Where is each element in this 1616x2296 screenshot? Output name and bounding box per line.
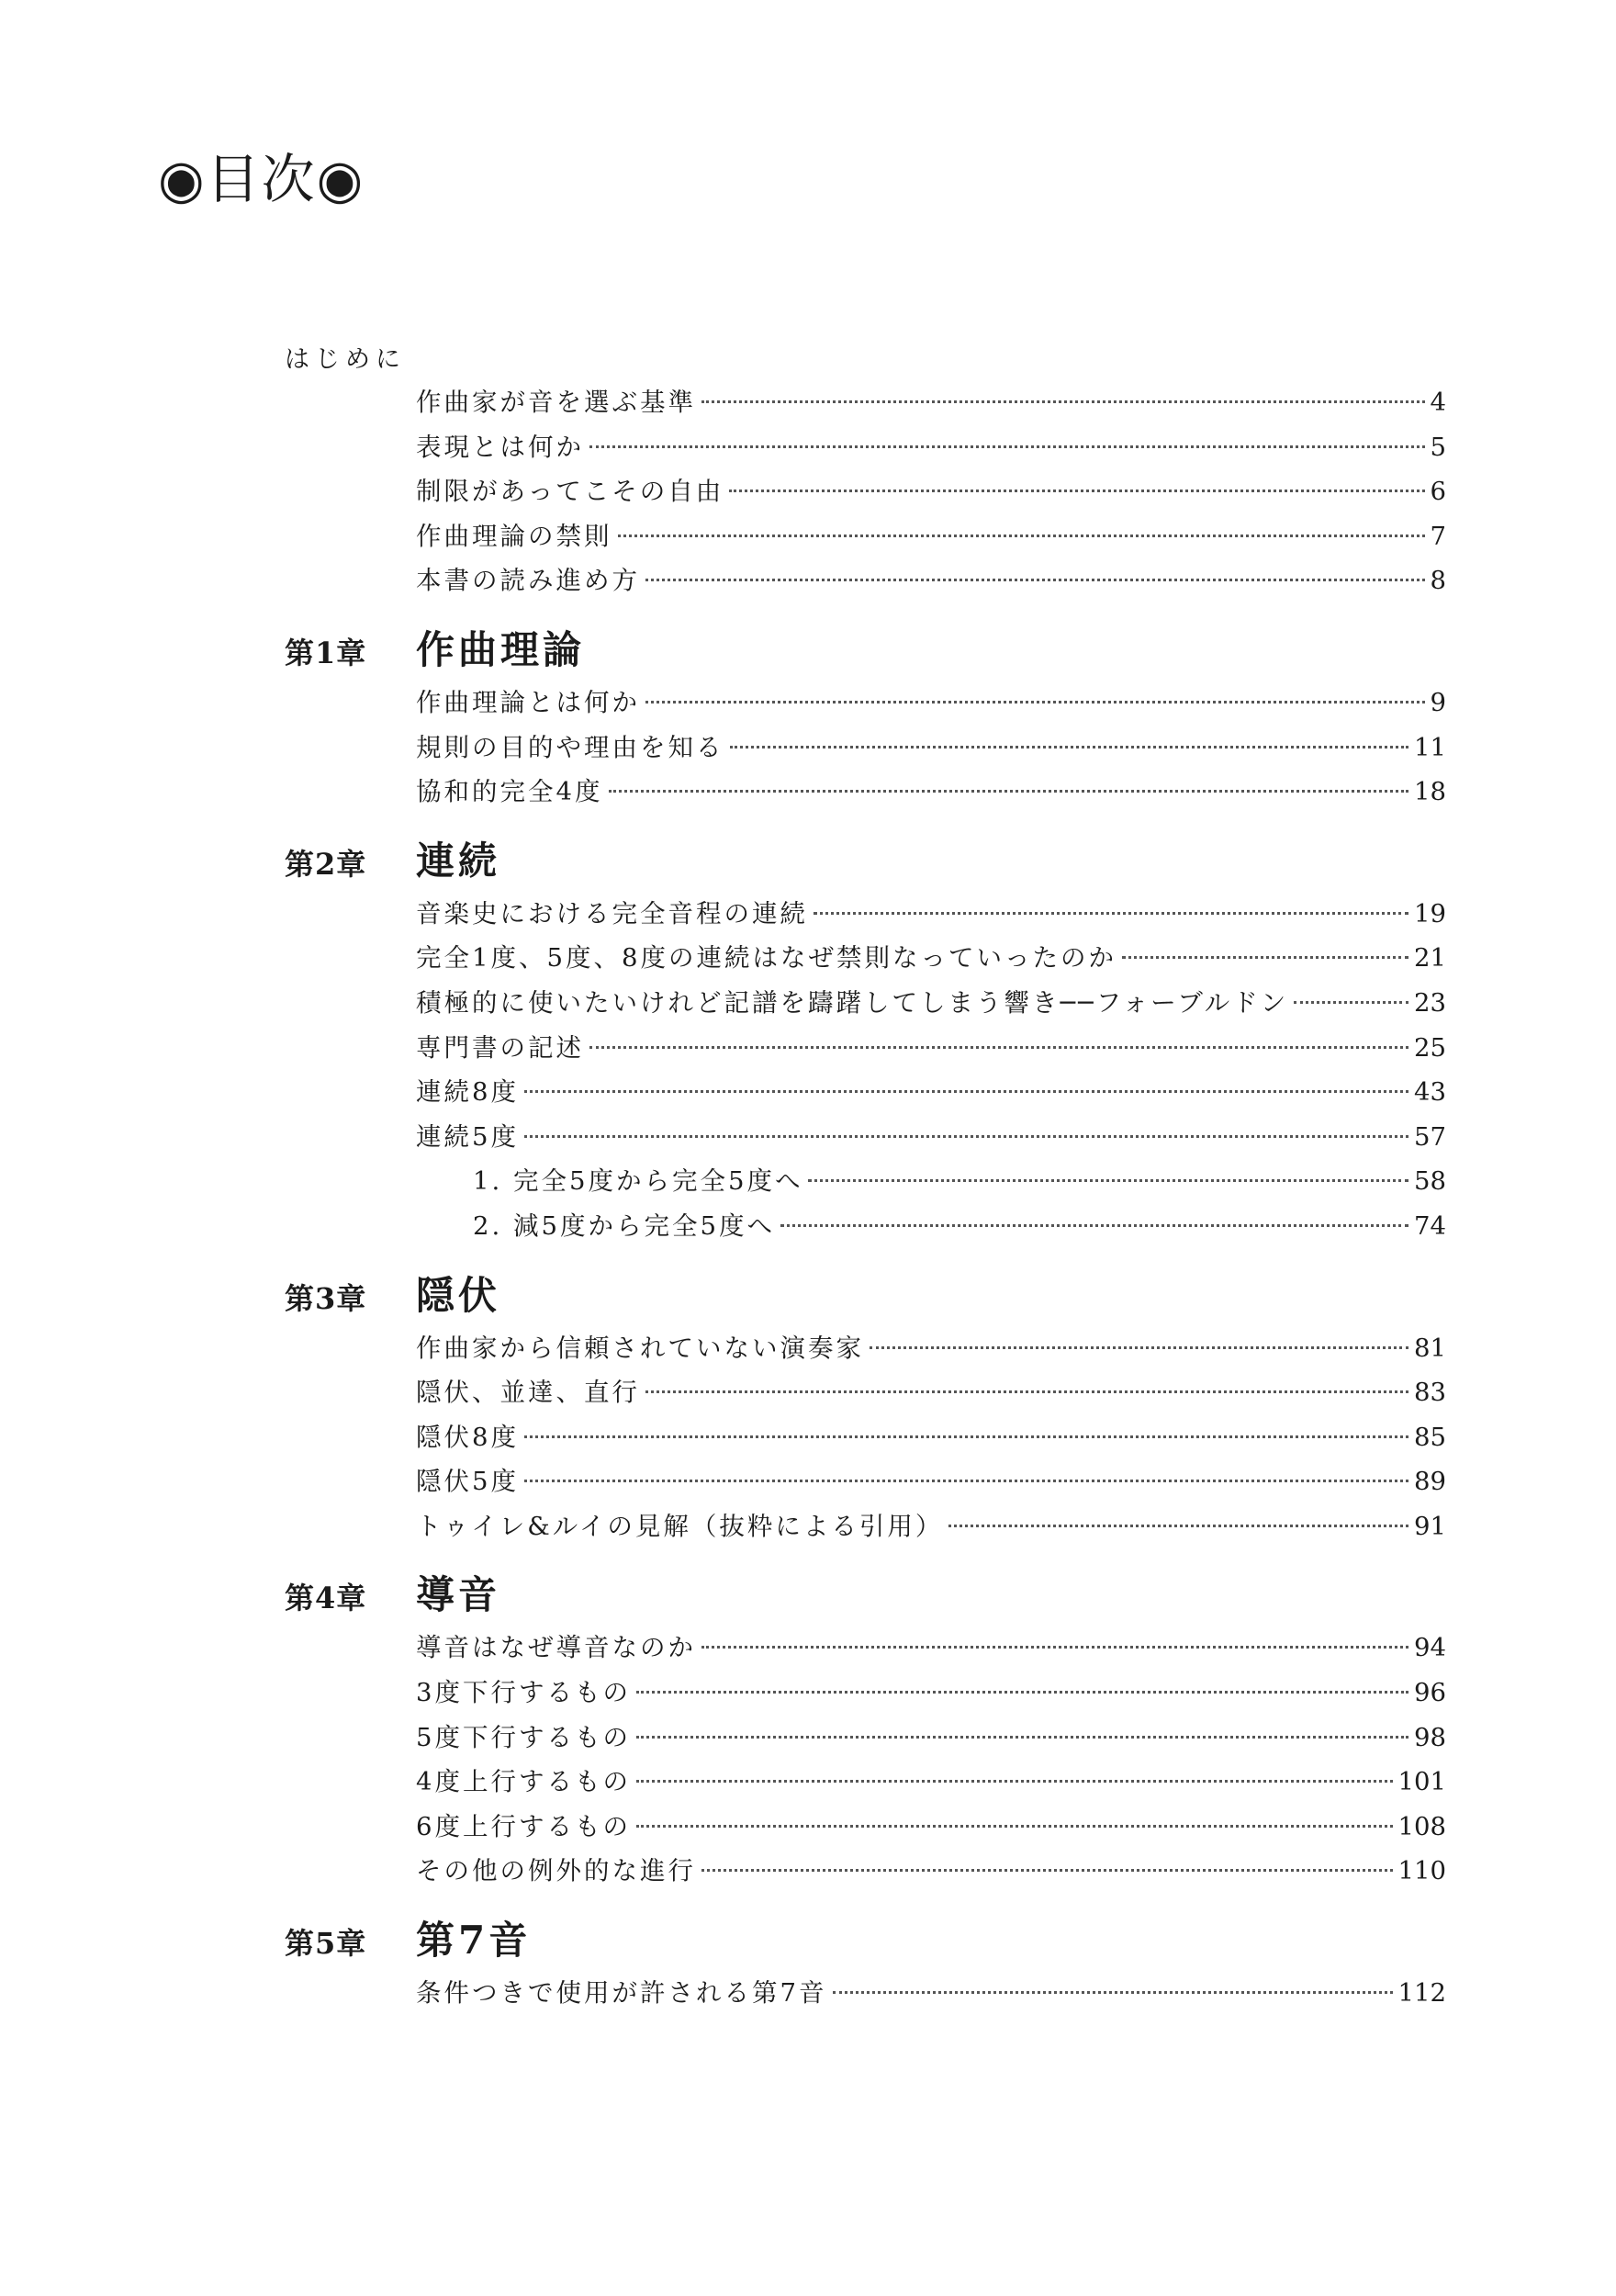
toc-entry-page: 74: [1414, 1210, 1446, 1241]
toc-entry[interactable]: [416, 1415, 1446, 1460]
toc-entry[interactable]: [416, 892, 1446, 937]
dot-leader: [524, 1479, 1408, 1482]
toc-entry-label: その他の例外的な進行: [416, 1856, 696, 1886]
toc-entry[interactable]: [416, 469, 1446, 514]
toc-entry-page: 43: [1414, 1077, 1446, 1108]
toc-entry-label: 作曲理論とは何か: [416, 687, 640, 717]
toc-entry-page: 91: [1414, 1511, 1446, 1541]
chapter-heading[interactable]: [285, 833, 1446, 890]
table-of-contents: [285, 340, 1446, 2016]
toc-entry-label: 隠伏8度: [416, 1422, 519, 1452]
toc-entry[interactable]: [416, 681, 1446, 726]
toc-entry-label: 完全1度、5度、8度の連続はなぜ禁則なっていったのか: [416, 943, 1117, 974]
dot-leader: [701, 400, 1425, 403]
toc-entry[interactable]: [416, 981, 1446, 1026]
dot-leader: [636, 1735, 1408, 1739]
toc-entry-page: 9: [1430, 687, 1446, 717]
dot-leader: [524, 1435, 1408, 1438]
toc-entry[interactable]: [416, 726, 1446, 771]
dot-leader: [948, 1524, 1408, 1527]
toc-entry[interactable]: [416, 1849, 1446, 1894]
toc-entry[interactable]: [416, 1760, 1446, 1805]
toc-entry-label: 協和的完全4度: [416, 777, 603, 807]
dot-leader: [589, 1045, 1408, 1049]
toc-entry[interactable]: [416, 1626, 1446, 1671]
toc-entry-label: 隠伏、並達、直行: [416, 1378, 640, 1408]
intro-label: はじめに: [285, 345, 406, 374]
dot-leader: [1294, 1000, 1408, 1004]
toc-entry-label: 規則の目的や理由を知る: [416, 732, 724, 762]
toc-entry[interactable]: [416, 1671, 1446, 1716]
toc-entry-label: 2. 減5度から完全5度へ: [473, 1210, 775, 1241]
toc-entry[interactable]: [416, 425, 1446, 470]
dot-leader: [701, 1868, 1393, 1872]
toc-subentry[interactable]: [416, 1204, 1446, 1249]
toc-entry-page: 112: [1397, 1978, 1446, 2009]
toc-entry-page: 83: [1414, 1378, 1446, 1408]
dot-leader: [618, 534, 1425, 537]
toc-entry-label: 作曲家から信頼されていない演奏家: [416, 1333, 864, 1363]
toc-entry-label: 4度上行するもの: [416, 1767, 631, 1797]
intro-entries: [285, 380, 1446, 603]
dot-leader: [589, 445, 1425, 448]
toc-entry[interactable]: [416, 1805, 1446, 1850]
toc-entry-label: 専門書の記述: [416, 1032, 584, 1063]
toc-entry-label: 作曲理論の禁則: [416, 521, 612, 551]
toc-entry-page: 19: [1414, 898, 1446, 929]
toc-entry-label: 3度下行するもの: [416, 1678, 631, 1708]
toc-entry-label: 5度下行するもの: [416, 1722, 631, 1752]
dot-leader: [636, 1779, 1393, 1783]
toc-entry-label: 導音はなぜ導音なのか: [416, 1633, 696, 1663]
toc-entry-page: 8: [1430, 566, 1446, 596]
chapter-heading[interactable]: [285, 1267, 1446, 1324]
toc-entry-page: 98: [1414, 1722, 1446, 1752]
toc-entry[interactable]: [416, 558, 1446, 603]
chapter-entries: [285, 1971, 1446, 2016]
toc-entry-page: 7: [1430, 521, 1446, 551]
toc-entry-page: 110: [1397, 1856, 1446, 1886]
toc-entry-label: トゥイレ&ルイの見解（抜粋による引用）: [416, 1511, 944, 1541]
dot-leader: [524, 1089, 1408, 1093]
toc-entry-label: 条件つきで使用が許される第7音: [416, 1978, 827, 2009]
toc-entry-page: 101: [1397, 1767, 1446, 1797]
chapter-heading[interactable]: [285, 1912, 1446, 1969]
toc-entry-page: 89: [1414, 1467, 1446, 1497]
toc-entry-page: 108: [1397, 1811, 1446, 1841]
toc-entry-page: 6: [1430, 477, 1446, 507]
toc-entry[interactable]: [416, 1459, 1446, 1504]
page-title: ◉目次◉: [158, 148, 365, 210]
toc-entry[interactable]: [416, 1716, 1446, 1761]
toc-entry-page: 23: [1414, 987, 1446, 1018]
chapter-section: [285, 833, 1446, 1249]
toc-entry-page: 21: [1414, 943, 1446, 974]
chapter-entries: [285, 1626, 1446, 1894]
toc-entry-page: 94: [1414, 1633, 1446, 1663]
chapter-section: [285, 1912, 1446, 2016]
chapter-title: 第7音: [416, 1918, 532, 1964]
dot-leader: [833, 1990, 1393, 1994]
dot-leader: [808, 1178, 1408, 1182]
dot-leader: [814, 911, 1408, 915]
toc-entry-label: 隠伏5度: [416, 1467, 519, 1497]
toc-entry-page: 57: [1414, 1121, 1446, 1152]
toc-entry-label: 連続8度: [416, 1077, 519, 1108]
toc-entry-page: 11: [1414, 732, 1446, 762]
toc-entry[interactable]: [416, 1971, 1446, 2016]
toc-entry-page: 4: [1430, 388, 1446, 417]
toc-entry-page: 25: [1414, 1032, 1446, 1063]
chapter-number: 第5章: [285, 1926, 367, 1962]
toc-entry-page: 5: [1430, 432, 1446, 462]
dot-leader: [1122, 955, 1408, 959]
dot-leader: [645, 1390, 1408, 1393]
toc-entry[interactable]: [416, 1504, 1446, 1549]
dot-leader: [870, 1345, 1408, 1349]
dot-leader: [730, 745, 1409, 748]
chapter-number: 第4章: [285, 1581, 367, 1616]
toc-entry-page: 85: [1414, 1422, 1446, 1452]
toc-entry-label: 表現とは何か: [416, 432, 584, 462]
chapter-number: 第3章: [285, 1280, 367, 1316]
chapter-section: [285, 622, 1446, 815]
dot-leader: [701, 1645, 1408, 1649]
dot-leader: [729, 489, 1424, 492]
chapter-heading[interactable]: [285, 622, 1446, 679]
dot-leader: [645, 700, 1425, 703]
toc-entry-page: 58: [1414, 1166, 1446, 1197]
toc-entry-label: 連続5度: [416, 1121, 519, 1152]
toc-entry[interactable]: [416, 936, 1446, 981]
dot-leader: [524, 1134, 1408, 1138]
toc-entry-page: 81: [1414, 1333, 1446, 1363]
toc-entry[interactable]: [416, 1115, 1446, 1160]
toc-entry-label: 1. 完全5度から完全5度へ: [473, 1166, 803, 1197]
chapter-entries: [285, 892, 1446, 1249]
chapter-section: [285, 1267, 1446, 1549]
chapter-number: 第2章: [285, 846, 367, 882]
toc-entry[interactable]: [416, 1026, 1446, 1071]
toc-subentry[interactable]: [416, 1159, 1446, 1204]
toc-entry[interactable]: [416, 1070, 1446, 1115]
toc-entry[interactable]: [416, 380, 1446, 425]
chapter-entries: [285, 1326, 1446, 1549]
dot-leader: [636, 1824, 1393, 1828]
toc-entry-page: 18: [1414, 777, 1446, 807]
dot-leader: [780, 1223, 1408, 1227]
chapter-heading[interactable]: [285, 1567, 1446, 1624]
chapter-entries: [285, 681, 1446, 815]
chapter-title: 導音: [416, 1572, 501, 1618]
toc-entry-label: 作曲家が音を選ぶ基準: [416, 388, 696, 417]
toc-entry-page: 96: [1414, 1678, 1446, 1708]
chapter-title: 連続: [416, 838, 501, 884]
toc-entry-label: 本書の読み進め方: [416, 566, 640, 596]
chapter-title: 作曲理論: [416, 626, 586, 672]
toc-entry[interactable]: [416, 1370, 1446, 1415]
chapter-list: [285, 622, 1446, 2016]
dot-leader: [609, 789, 1409, 793]
toc-entry[interactable]: [416, 770, 1446, 815]
toc-entry[interactable]: [416, 514, 1446, 559]
chapter-number: 第1章: [285, 635, 367, 670]
dot-leader: [645, 578, 1425, 581]
toc-entry[interactable]: [416, 1326, 1446, 1371]
dot-leader: [636, 1690, 1408, 1694]
toc-entry-label: 積極的に使いたいけれど記譜を躊躇してしまう響き──フォーブルドン: [416, 987, 1289, 1018]
toc-entry-label: 6度上行するもの: [416, 1811, 631, 1841]
chapter-section: [285, 1567, 1446, 1894]
toc-entry-label: 音楽史における完全音程の連続: [416, 898, 808, 929]
chapter-title: 隠伏: [416, 1272, 501, 1318]
intro-section: [285, 340, 1446, 603]
toc-entry-label: 制限があってこその自由: [416, 477, 724, 507]
